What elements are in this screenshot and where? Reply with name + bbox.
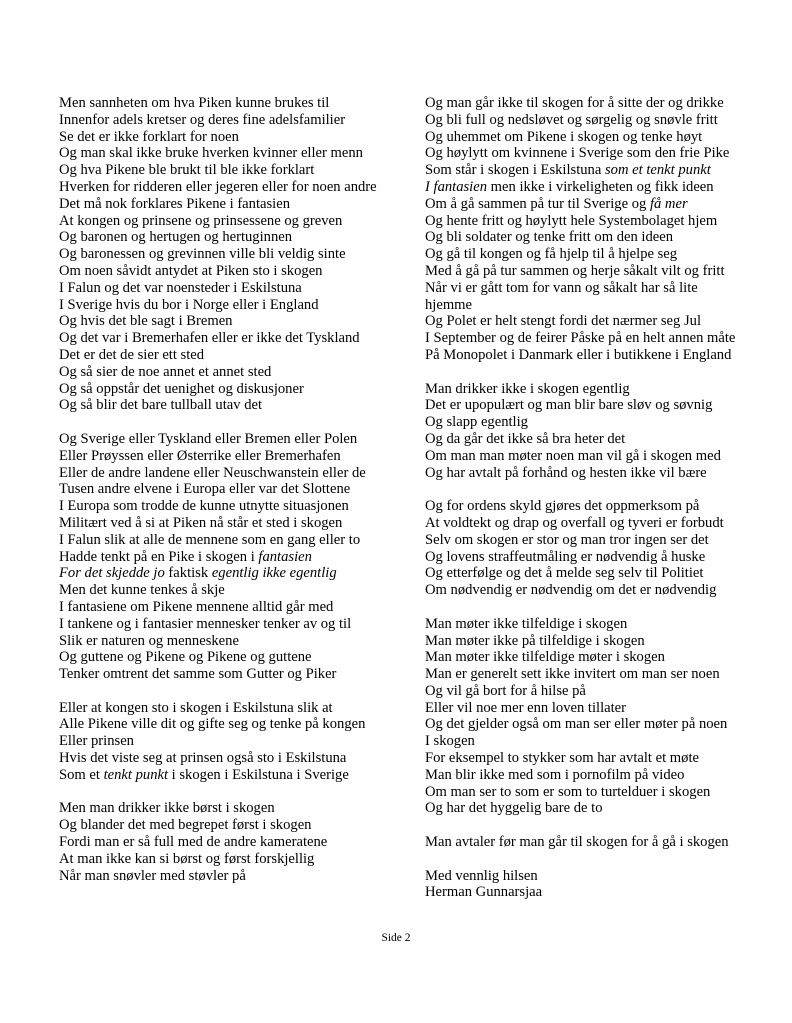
line-segment: Som et: [59, 766, 104, 783]
poem-line: Men sannheten om hva Piken kunne brukes til: [59, 95, 330, 111]
poem-line: Og høylytt om kvinnene i Sverige som den frie Pike: [425, 145, 730, 162]
signature-name: Herman Gunnarsjaa: [425, 884, 543, 901]
poem-line: Og hente fritt og høylytt hele Systembolaget hjem: [425, 212, 718, 229]
poem-line: Og hva Pikene ble brukt til ble ikke forklart: [59, 162, 315, 179]
poem-line: [59, 767, 411, 784]
poem-line: Det er upopulært og man blir bare sløv og søvnig: [425, 397, 713, 414]
poem-line: Med å gå på tur sammen og herje såkalt vilt og fritt: [425, 262, 725, 279]
poem-line: At voldtekt og drap og overfall og tyveri er forbudt: [425, 514, 724, 531]
poem-line: Det må nok forklares Pikene i fantasien: [59, 195, 290, 212]
left-text-column: [59, 95, 411, 901]
poem-line: At man ikke kan si børst og først forskjellig: [59, 850, 315, 867]
poem-line: Hverken for ridderen eller jegeren eller for noen andre: [59, 178, 377, 195]
poem-line: Og bli full og nedsløvet og sørgelig og snøvle fritt: [425, 111, 718, 128]
poem-line: Se det er ikke forklart for noen: [59, 128, 239, 145]
poem-line: Militært ved å si at Piken nå står et sted i skogen: [59, 514, 343, 531]
poem-line: Det er det de sier ett sted: [59, 346, 205, 363]
poem-line: I Falun slik at alle de mennene som en gang eller to: [59, 531, 361, 548]
poem-line: Om man man møter noen man vil gå i skogen med: [425, 447, 721, 464]
poem-line: [425, 196, 765, 213]
poem-line: At kongen og prinsene og prinsessene og greven: [59, 212, 343, 229]
page-number: Side 2: [381, 932, 411, 944]
poem-line: For eksempel to stykker som har avtalt et møte: [425, 750, 699, 767]
poem-line: I September og de feirer Påske på en helt annen måte: [425, 330, 736, 347]
poem-line: [425, 179, 765, 196]
poem-line: Man møter ikke tilfeldige i skogen: [425, 615, 628, 632]
poem-line: Og lovens straffeutmåling er nødvendig å huske: [425, 548, 706, 565]
poem-line: Og Polet er helt stengt fordi det nærmer seg Jul: [425, 313, 702, 330]
poem-line: hjemme: [425, 296, 473, 313]
line-segment: Om å gå sammen på tur til Sverige og: [425, 195, 650, 212]
poem-line: Og man skal ikke bruke hverken kvinner eller menn: [59, 145, 363, 162]
line-segment: i skogen i Eskilstuna i Sverige: [168, 766, 349, 783]
poem-line: Og da går det ikke så bra heter det: [425, 430, 626, 447]
poem-line: Og har det hyggelig bare de to: [425, 800, 603, 817]
stanza: [59, 800, 411, 884]
poem-line: Og har avtalt på forhånd og hesten ikke vil bære: [425, 464, 707, 481]
stanza: [59, 700, 411, 784]
poem-line: På Monopolet i Danmark eller i butikkene i England: [425, 346, 732, 363]
line-segment: Som står i skogen i Eskilstuna: [425, 162, 605, 179]
poem-line: I tankene og i fantasier mennesker tenker av og til: [59, 615, 352, 632]
poem-line: Og så blir det bare tullball utav det: [59, 397, 263, 414]
poem-line: [59, 565, 411, 582]
poem-line: Hvis det viste seg at prinsen også sto i Eskilstuna: [59, 750, 347, 767]
italic-phrase: tenkt punkt: [103, 766, 169, 783]
italic-phrase: som et tenkt punkt: [605, 162, 711, 179]
poem-line: Alle Pikene ville dit og gifte seg og tenke på kongen: [59, 716, 366, 733]
poem-line: Slik er naturen og menneskene: [59, 632, 239, 649]
poem-line: Og så oppstår det uenighet og diskusjoner: [59, 380, 304, 397]
right-text-column: [425, 95, 765, 901]
poem-line: Og blander det med begrepet først i skogen: [59, 817, 312, 834]
stanza: [425, 834, 765, 851]
poem-line: Og det var i Bremerhafen eller er ikke det Tyskland: [59, 330, 360, 347]
poem-line: Eller de andre landene eller Neuschwanstein eller de: [59, 464, 366, 481]
poem-line: Og for ordens skyld gjøres det oppmerksom på: [425, 498, 700, 515]
poem-line: Og bli soldater og tenke fritt om den ideen: [425, 229, 674, 246]
poem-line: Man drikker ikke i skogen egentlig: [425, 380, 630, 397]
line-segment: faktisk: [164, 565, 212, 582]
poem-line: Om man ser to som er som to turtelduer i skogen: [425, 783, 711, 800]
poem-line: Og uhemmet om Pikene i skogen og tenke høyt: [425, 128, 703, 145]
signature-greeting: Med vennlig hilsen: [425, 867, 538, 884]
poem-line: Og baronen og hertugen og hertuginnen: [59, 229, 293, 246]
poem-line: Og slapp egentlig: [425, 414, 528, 431]
poem-line: Man møter ikke på tilfeldige i skogen: [425, 632, 645, 649]
poem-line: Eller at kongen sto i skogen i Eskilstuna slik at: [59, 699, 333, 716]
poem-line: Og så sier de noe annet et annet sted: [59, 363, 272, 380]
poem-line: Men det kunne tenkes å skje: [59, 582, 225, 599]
poem-line: Man møter ikke tilfeldige møter i skogen: [425, 649, 665, 666]
poem-line: Tusen andre elvene i Europa eller var det Slottene: [59, 481, 351, 498]
poem-line: Man blir ikke med som i pornofilm på video: [425, 766, 685, 783]
poem-line: Eller Prøyssen eller Østerrike eller Bremerhafen: [59, 447, 341, 464]
stanza: [425, 498, 765, 599]
italic-phrase: I fantasien: [425, 178, 488, 195]
stanza: [59, 95, 411, 414]
stanza: [425, 616, 765, 818]
poem-line: [59, 549, 411, 566]
poem-line: Når vi er gått tom for vann og såkalt har så lite: [425, 279, 698, 296]
italic-phrase: egentlig ikke egentlig: [211, 565, 337, 582]
poem-line: [425, 162, 765, 179]
stanza: [425, 381, 765, 482]
poem-line: Eller prinsen: [59, 733, 134, 750]
italic-phrase: få mer: [649, 195, 688, 212]
poem-line: Tenker omtrent det samme som Gutter og Piker: [59, 666, 337, 683]
poem-line: Selv om skogen er stor og man tror ingen ser det: [425, 531, 709, 548]
poem-line: Og man går ikke til skogen for å sitte der og drikke: [425, 95, 724, 111]
poem-line: Og etterfølge og det å melde seg selv til Politiet: [425, 565, 704, 582]
signature-block: [425, 868, 765, 902]
poem-line: Man er generelt sett ikke invitert om man ser noen: [425, 666, 720, 683]
poem-line: I skogen: [425, 733, 475, 750]
poem-line: Og Sverige eller Tyskland eller Bremen eller Polen: [59, 430, 358, 447]
poem-line: I Sverige hvis du bor i Norge eller i England: [59, 296, 319, 313]
stanza: [59, 431, 411, 683]
poem-line: Når man snøvler med støvler på: [59, 867, 246, 884]
poem-line: I Europa som trodde de kunne utnytte situasjonen: [59, 498, 349, 515]
poem-line: Om nødvendig er nødvendig om det er nødvendig: [425, 582, 717, 599]
poem-line: Fordi man er så full med de andre kameratene: [59, 834, 328, 851]
line-segment: Hadde tenkt på en Pike i skogen i: [59, 548, 259, 565]
poem-line: Men man drikker ikke børst i skogen: [59, 800, 275, 817]
line-segment: men ikke i virkeligheten og fikk ideen: [487, 178, 714, 195]
poem-line: Og gå til kongen og få hjelp til å hjelpe seg: [425, 246, 678, 263]
italic-phrase: fantasien: [258, 548, 312, 565]
poem-line: Og det gjelder også om man ser eller møter på noen: [425, 716, 728, 733]
italic-phrase: For det skjedde jo: [59, 565, 165, 582]
poem-line: Innenfor adels kretser og deres fine adelsfamilier: [59, 111, 346, 128]
poem-line: I fantasiene om Pikene mennene alltid går med: [59, 598, 334, 615]
poem-line: Og guttene og Pikene og Pikene og guttene: [59, 649, 312, 666]
poem-line: I Falun og det var noensteder i Eskilstuna: [59, 279, 302, 296]
stanza: [425, 95, 765, 364]
poem-line: Om noen såvidt antydet at Piken sto i skogen: [59, 262, 323, 279]
poem-line: Man avtaler før man går til skogen for å gå i skogen: [425, 834, 729, 851]
poem-line: Og baronessen og grevinnen ville bli veldig sinte: [59, 246, 346, 263]
poem-line: Og hvis det ble sagt i Bremen: [59, 313, 233, 330]
poem-line: Eller vil noe mer enn loven tillater: [425, 699, 626, 716]
poem-line: Og vil gå bort for å hilse på: [425, 682, 586, 699]
